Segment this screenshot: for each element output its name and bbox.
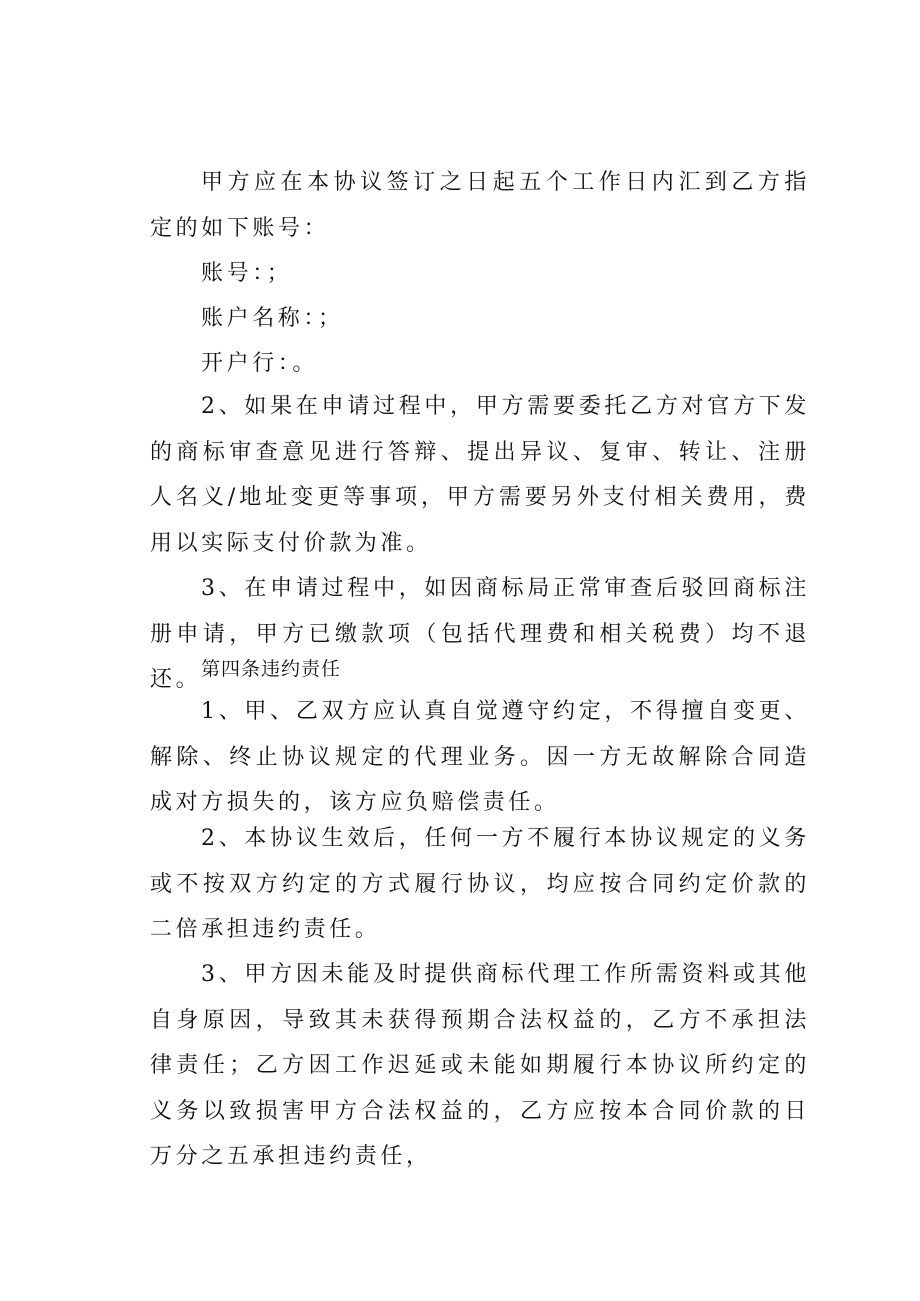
breach-clause-1-paragraph: 1、甲、乙双方应认真自觉遵守约定，不得擅自变更、解除、终止协议规定的代理业务。因一方无故解除合同造成对方损失的，该方应负赔偿责任。 [150, 699, 810, 815]
bank-line: 开户行：。 [201, 351, 319, 376]
breach-clause-3-paragraph: 3、甲方因未能及时提供商标代理工作所需资料或其他自身原因，导致其未获得预期合法权益的，乙方不承担法律责任；乙方因工作迟延或未能如期履行本协议所约定的义务以致损害甲方合法权益的，乙方应按本合同价款的日万分之五承担违约责任， [150, 962, 810, 1169]
breach-clause-2-paragraph: 2、本协议生效后，任何一方不履行本协议规定的义务或不按双方约定的方式履行协议，均应按合同约定价款的二倍承担违约责任。 [150, 826, 810, 942]
payment-instruction-paragraph: 甲方应在本协议签订之日起五个工作日内汇到乙方指定的如下账号： [150, 170, 810, 241]
clause-3-refund-paragraph: 3、在申请过程中，如因商标局正常审查后驳回商标注册申请，甲方已缴款项（包括代理费和相关税费）均不退还。 [150, 576, 810, 692]
account-number-line: 账号：； [201, 261, 293, 286]
section-heading-article-4: 第四条违约责任 [201, 658, 342, 680]
account-name-line: 账户名称：； [201, 306, 344, 331]
clause-2-fees-paragraph: 2、如果在申请过程中，甲方需要委托乙方对官方下发的商标审查意见进行答辩、提出异议、复审、转让、注册人名义/地址变更等事项，甲方需要另外支付相关费用，费用以实际支付价款为准。 [150, 394, 810, 556]
